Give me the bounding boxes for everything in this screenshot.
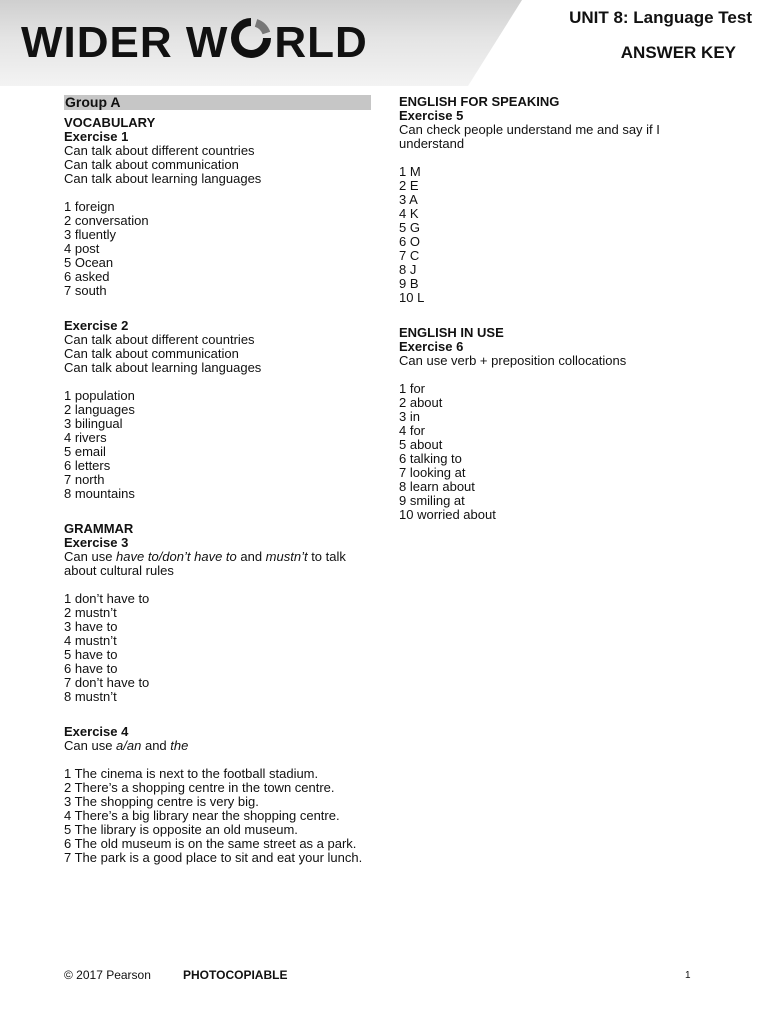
exercise-2-answer: 5 email	[64, 444, 106, 459]
exercise-1-answer: 3 fluently	[64, 227, 117, 242]
exercise-3-skill	[64, 550, 374, 564]
exercise-3-answer: 5 have to	[64, 647, 118, 662]
exercise-5-answer: 2 E	[399, 178, 419, 193]
logo-text-part-2: RLD	[274, 18, 368, 67]
exercise-5-answer: 10 L	[399, 290, 425, 305]
exercise-6-answer: 6 talking to	[399, 451, 462, 466]
exercise-6-answer: 5 about	[399, 437, 443, 452]
exercise-6-answer: 7 looking at	[399, 465, 466, 480]
exercise-5-answer: 8 J	[399, 262, 417, 277]
english-in-use-heading: ENGLISH IN USE	[399, 325, 504, 340]
exercise-4-answer: 3 The shopping centre is very big.	[64, 794, 259, 809]
exercise-3-answer: 8 mustn’t	[64, 689, 117, 704]
exercise-6-answer: 9 smiling at	[399, 493, 465, 508]
exercise-6-answer: 1 for	[399, 381, 426, 396]
exercise-1-answer: 4 post	[64, 241, 100, 256]
copyright-text: © 2017 Pearson	[64, 968, 151, 982]
skill-text: and	[141, 738, 171, 753]
exercise-5-skill: Can check people understand me and say if I	[399, 122, 660, 137]
exercise-2-answer: 1 population	[64, 388, 135, 403]
exercise-2-title: Exercise 2	[64, 318, 129, 333]
skill-text: Can use	[64, 738, 117, 753]
right-column	[399, 95, 709, 522]
exercise-1-title: Exercise 1	[64, 129, 129, 144]
unit-title: UNIT 8: Language Test	[569, 8, 752, 27]
exercise-4-answer: 6 The old museum is on the same street as a park.	[64, 836, 357, 851]
exercise-3-answer: 6 have to	[64, 661, 118, 676]
skill-italic-text: have to/don’t have to	[116, 549, 237, 564]
exercise-3-title: Exercise 3	[64, 535, 129, 550]
exercise-1-skill: Can talk about different countries	[64, 143, 255, 158]
exercise-6-title: Exercise 6	[399, 339, 464, 354]
exercise-4-answer: 7 The park is a good place to sit and eat your lunch.	[64, 850, 363, 865]
exercise-1-answer: 7 south	[64, 283, 107, 298]
exercise-6-answer: 3 in	[399, 409, 420, 424]
logo-text-part-1: WIDER W	[21, 18, 229, 67]
exercise-5-title: Exercise 5	[399, 108, 464, 123]
left-column	[64, 95, 374, 865]
exercise-2-answer: 3 bilingual	[64, 416, 123, 431]
exercise-3-answer: 4 mustn’t	[64, 633, 117, 648]
exercise-2-answer: 4 rivers	[64, 430, 107, 445]
photocopiable-label: PHOTOCOPIABLE	[183, 968, 288, 982]
exercise-2-answer: 7 north	[64, 472, 105, 487]
exercise-4-skill	[64, 739, 374, 753]
exercise-3-answer: 2 mustn’t	[64, 605, 117, 620]
exercise-5-answer: 6 O	[399, 234, 420, 249]
exercise-1-answer: 1 foreign	[64, 199, 115, 214]
skill-italic-text: a/an	[116, 738, 142, 753]
grammar-heading: GRAMMAR	[64, 521, 134, 536]
vocabulary-heading: VOCABULARY	[64, 115, 156, 130]
exercise-1-answer: 2 conversation	[64, 213, 149, 228]
exercise-6-skill: Can use verb + preposition collocations	[399, 353, 627, 368]
exercise-6-answer: 2 about	[399, 395, 443, 410]
exercise-3-answer: 7 don’t have to	[64, 675, 150, 690]
exercise-4-answer: 2 There’s a shopping centre in the town centre.	[64, 780, 335, 795]
exercise-2-skill: Can talk about learning languages	[64, 360, 262, 375]
logo-ring-icon	[229, 18, 273, 69]
exercise-4-answer: 1 The cinema is next to the football stadium.	[64, 766, 319, 781]
exercise-6-answer: 8 learn about	[399, 479, 475, 494]
exercise-2-answer: 2 languages	[64, 402, 135, 417]
page-footer	[64, 968, 288, 982]
exercise-4-title: Exercise 4	[64, 724, 129, 739]
exercise-5-skill-line-2: understand	[399, 136, 465, 151]
skill-text: to talk	[307, 549, 346, 564]
wider-world-logo	[21, 18, 368, 68]
exercise-2-answer: 6 letters	[64, 458, 111, 473]
group-heading: Group A	[64, 95, 371, 110]
exercise-1-skill: Can talk about learning languages	[64, 171, 262, 186]
exercise-3-skill-line-2: about cultural rules	[64, 563, 174, 578]
exercise-6-answer: 10 worried about	[399, 507, 496, 522]
exercise-3-answer: 3 have to	[64, 619, 118, 634]
exercise-6-answer: 4 for	[399, 423, 426, 438]
english-for-speaking-heading: ENGLISH FOR SPEAKING	[399, 94, 560, 109]
exercise-1-skill: Can talk about communication	[64, 157, 239, 172]
exercise-5-answer: 9 B	[399, 276, 419, 291]
exercise-4-answer: 4 There’s a big library near the shopping centre.	[64, 808, 340, 823]
exercise-2-answer: 8 mountains	[64, 486, 135, 501]
skill-text: Can use	[64, 549, 117, 564]
exercise-5-answer: 7 C	[399, 248, 420, 263]
exercise-5-answer: 4 K	[399, 206, 419, 221]
exercise-1-answer: 6 asked	[64, 269, 110, 284]
skill-italic-text: mustn’t	[265, 549, 308, 564]
skill-text: and	[236, 549, 266, 564]
page-number: 1	[685, 970, 691, 981]
exercise-5-answer: 1 M	[399, 164, 421, 179]
exercise-3-answer: 1 don’t have to	[64, 591, 150, 606]
exercise-4-answer: 5 The library is opposite an old museum.	[64, 822, 298, 837]
exercise-2-skill: Can talk about communication	[64, 346, 239, 361]
exercise-5-answer: 3 A	[399, 192, 418, 207]
skill-italic-text: the	[170, 738, 189, 753]
exercise-5-answer: 5 G	[399, 220, 420, 235]
exercise-1-answer: 5 Ocean	[64, 255, 114, 270]
exercise-2-skill: Can talk about different countries	[64, 332, 255, 347]
answer-key-title: ANSWER KEY	[620, 43, 736, 62]
